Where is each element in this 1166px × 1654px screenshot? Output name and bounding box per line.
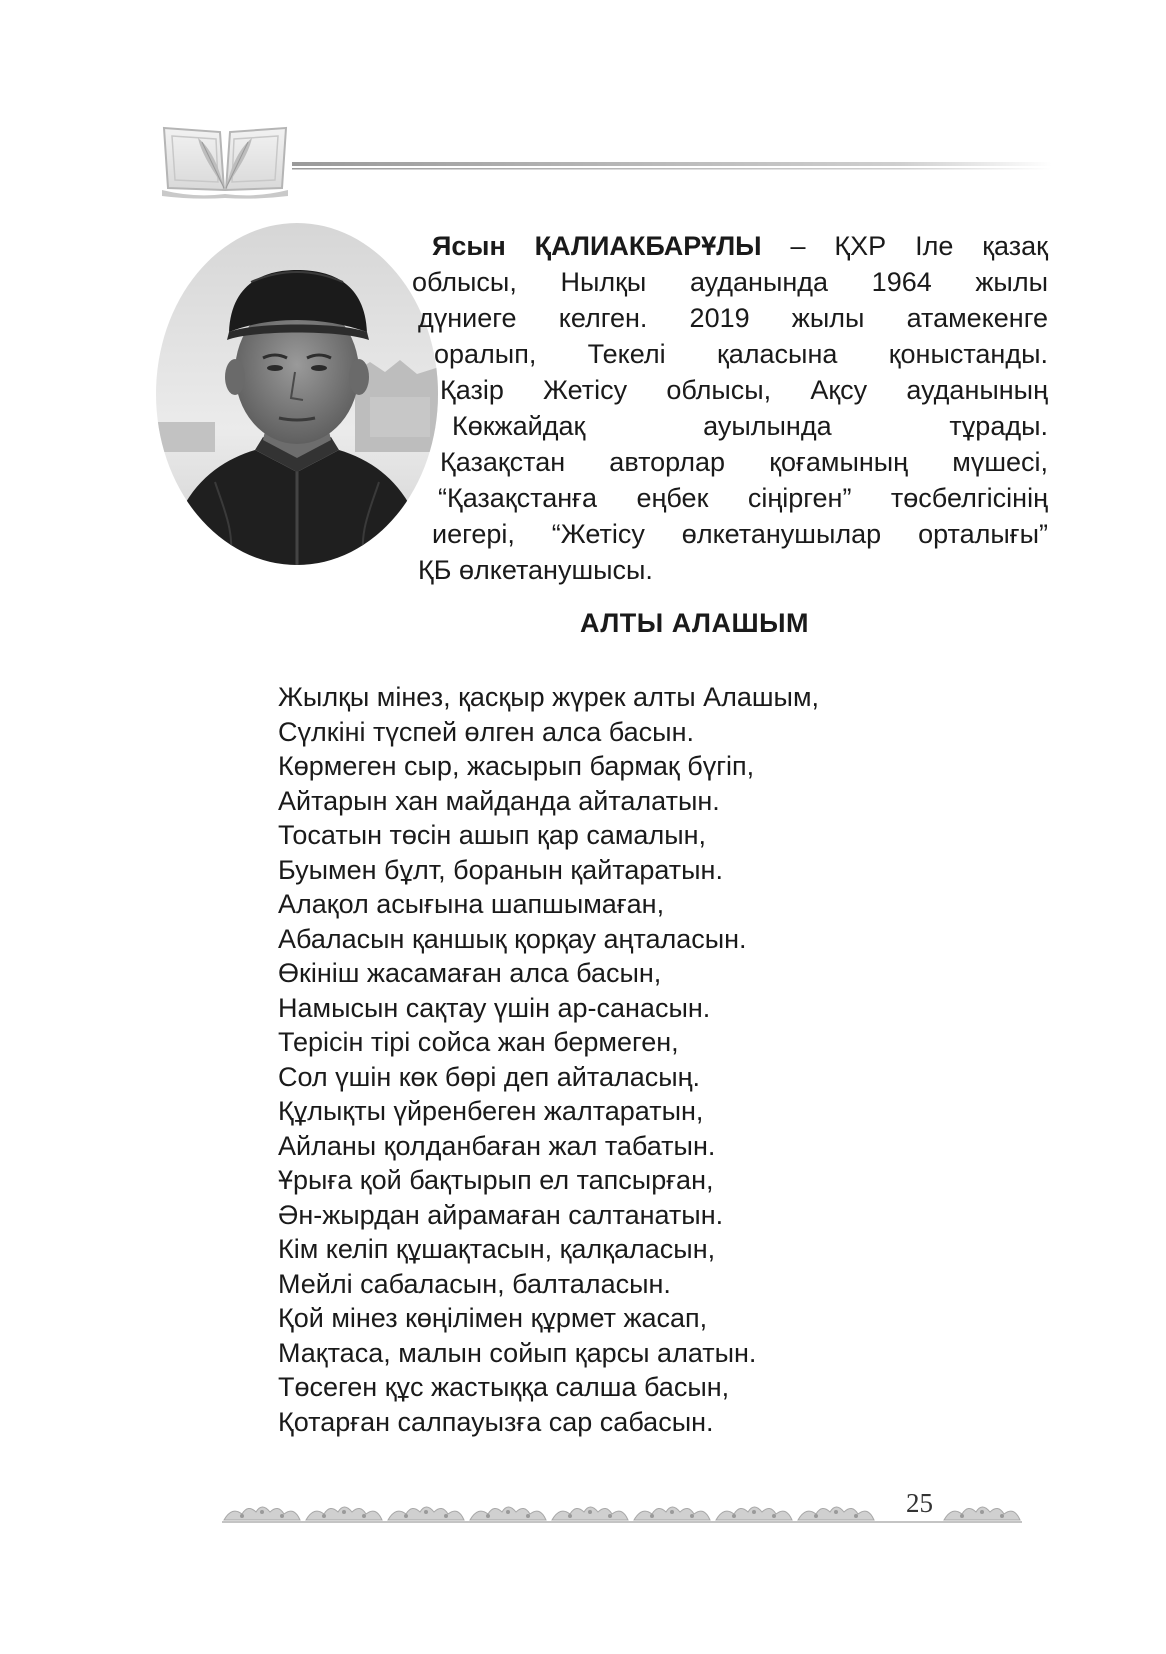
poem-line: Сүлкіні түспей өлген алса басын. — [278, 716, 694, 747]
poem-line: Қой мінез көңілімен құрмет жасап, — [278, 1303, 708, 1333]
poem-line: Буымен бұлт, боранын қайтаратын. — [278, 854, 723, 885]
poem-line: Намысын сақтау үшін ар-санасын. — [278, 992, 711, 1023]
poem-line: Ән-жырдан айрамаған салтанатын. — [278, 1199, 724, 1230]
poem-line: Мейлі сабаласын, балталасын. — [278, 1268, 671, 1299]
poem-line: Айтарын хан майданда айталатын. — [278, 785, 720, 816]
poem-line: Тосатын төсін ашып қар самалын, — [278, 820, 707, 850]
poem-body — [278, 680, 819, 1439]
poem-line: Құлықты үйренбеген жалтаратын, — [278, 1096, 704, 1126]
poem-line: Мақтаса, малын сойып қарсы алатын. — [278, 1337, 757, 1368]
bio-line: иегері, “Жетісу өлкетанушылар орталығы” — [432, 519, 1048, 549]
bio-line: облысы, Нылқы ауданында 1964 жылы — [412, 267, 1048, 297]
bio-line: дүниеге келген. 2019 жылы атамекенге — [418, 303, 1048, 333]
poem-line: Жылқы мінез, қасқыр жүрек алты Алашым, — [278, 682, 820, 712]
bio-line: Ясын ҚАЛИАКБАРҰЛЫ – ҚХР Іле қазақ — [432, 231, 1048, 261]
poem-line: Терісін тірі сойса жан бермеген, — [278, 1027, 679, 1057]
page-number: 25 — [900, 1488, 939, 1519]
poem-line: Айланы қолданбаған жал табатын. — [278, 1130, 716, 1161]
poem-line: Сол үшін көк бөрі деп айталасың. — [278, 1061, 701, 1092]
poem-line: Өкініш жасамаған алса басын, — [278, 958, 662, 988]
bio-line: Қазақстан авторлар қоғамының мүшесі, — [440, 447, 1048, 477]
bio-line: Қазір Жетісу облысы, Ақсу ауданының — [440, 375, 1048, 405]
author-bio — [412, 228, 1048, 588]
poem-line: Көрмеген сыр, жасырып бармақ бүгіп, — [278, 751, 755, 781]
bio-line: “Қазақстанға еңбек сіңірген” төсбелгісінің — [438, 483, 1048, 513]
author-portrait — [155, 222, 439, 566]
bio-line: оралып, Текелі қаласына қоныстанды. — [434, 339, 1048, 369]
bio-line: ҚБ өлкетанушысы. — [418, 555, 653, 585]
poem-line: Ұрыға қой бақтырып ел тапсырған, — [278, 1165, 714, 1195]
book-quill-emblem-icon — [160, 118, 290, 200]
poem-line: Кім келіп құшақтасын, қалқаласын, — [278, 1234, 716, 1264]
bio-line: Көкжайдақ ауылында тұрады. — [452, 411, 1048, 441]
poem-line: Абаласын қаншық қорқау аңталасын. — [278, 923, 747, 954]
poem-line: Қотарған салпауызға сар сабасын. — [278, 1406, 714, 1437]
poem-title: АЛТЫ АЛАШЫМ — [580, 608, 810, 638]
poem-line: Алақол асығына шапшымаған, — [278, 889, 665, 919]
poem-line: Төсеген құс жастыққа салша басын, — [278, 1372, 730, 1402]
header-divider — [292, 160, 1052, 172]
author-name: Ясын ҚАЛИАКБАРҰЛЫ — [432, 231, 762, 261]
